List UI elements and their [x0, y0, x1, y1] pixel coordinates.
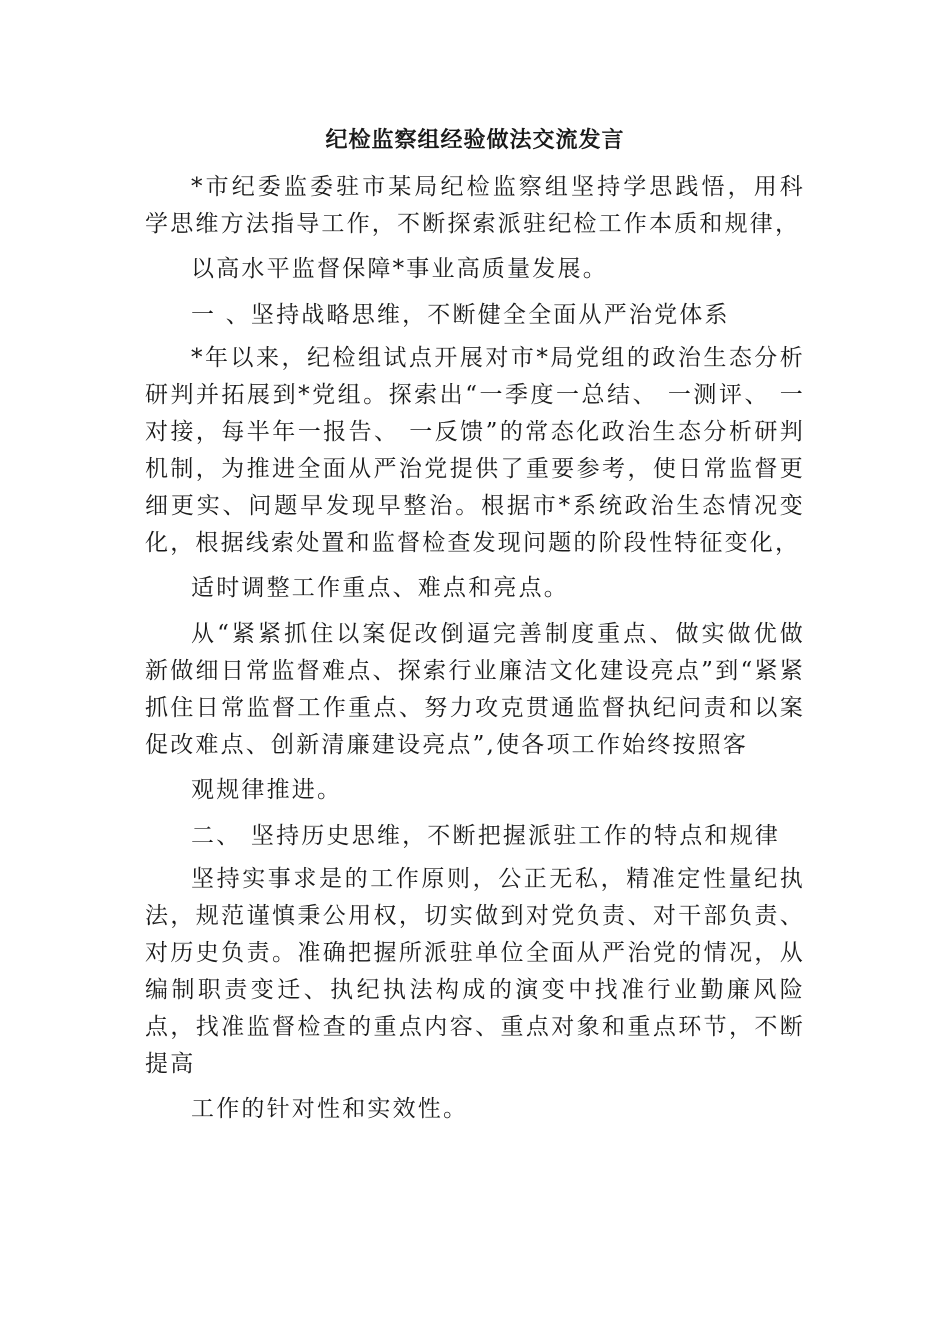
section-1-paragraph	[145, 340, 805, 607]
section-2-text: 坚持实事求是的工作原则，公正无私，精准定性量纪执法，规范谨慎秉公用权，切实做到对党负责、对干部负责、对历史负责。准确把握所派驻单位全面从严治党的情况，从编制职责变迁、执纪执法构成的演变中找准行业勤廉风险点，找准监督检查的重点内容、重点对象和重点环节，不断提高	[145, 866, 805, 1077]
section-1-text: *年以来，纪检组试点开展对市*局党组的政治生态分析研判并拓展到*党组。探索出“一季度一总结、 一测评、 一对接，每半年一报告、 一反馈”的常态化政治生态分析研判机制，为推进全面从严治党提供了重要参考，使日常监督更细更实、问题早发现早整治。根据市*系统政治生态情况变化，根据线索处置和监督检查发现问题的阶段性特征变化，	[145, 345, 805, 556]
section-1-last-line: 适时调整工作重点、难点和亮点。	[191, 575, 569, 601]
document-body	[145, 169, 805, 1128]
section-1-last-line-2: 观规律推进。	[191, 777, 343, 803]
section-2-paragraph	[145, 861, 805, 1128]
section-heading-1: 一 、坚持战略思维，不断健全全面从严治党体系	[191, 302, 730, 328]
section-heading-2: 二、 坚持历史思维，不断把握派驻工作的特点和规律	[191, 823, 781, 849]
intro-paragraph	[145, 169, 805, 288]
intro-last-line: 以高水平监督保障*事业高质量发展。	[191, 256, 608, 282]
intro-text: *市纪委监委驻市某局纪检监察组坚持学思践悟，用科学思维方法指导工作，不断探索派驻纪检工作本质和规律，	[145, 174, 805, 237]
section-1-text-2: 从“紧紧抓住以案促改倒逼完善制度重点、做实做优做新做细日常监督难点、探索行业廉洁文化建设亮点”到“紧紧抓住日常监督工作重点、努力攻克贯通监督执纪问责和以案促改难点、创新清廉建设亮点”,使各项工作始终按照客	[145, 621, 805, 758]
section-2-last-line: 工作的针对性和实效性。	[191, 1096, 469, 1122]
section-1-paragraph-2	[145, 616, 805, 809]
document-title: 纪检监察组经验做法交流发言	[325, 127, 625, 153]
